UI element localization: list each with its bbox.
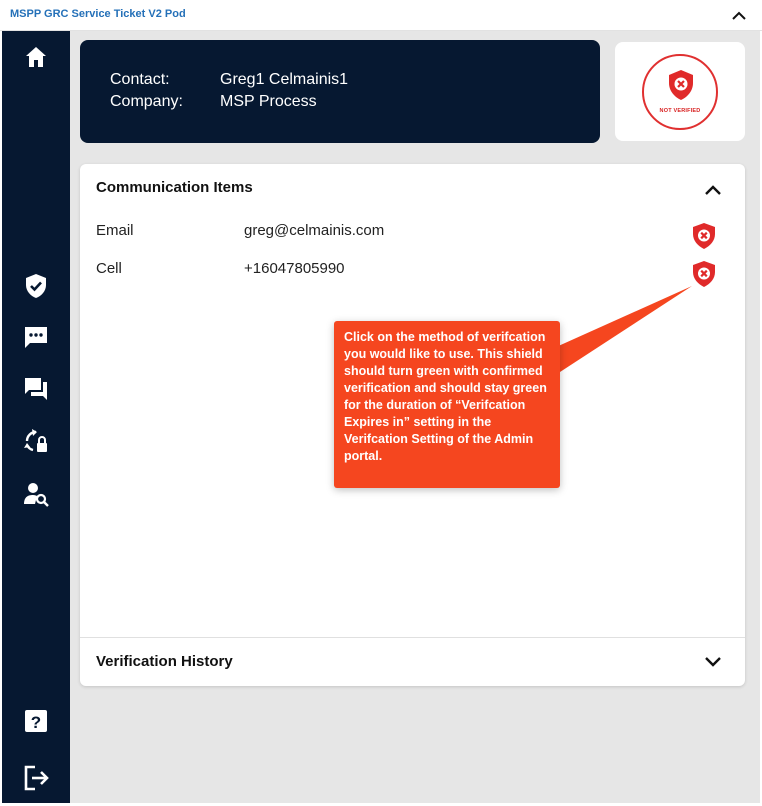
contact-name: Greg1 Celmainis1 xyxy=(220,71,349,88)
sidebar xyxy=(2,31,70,803)
home-icon[interactable] xyxy=(22,43,50,71)
logout-icon[interactable] xyxy=(22,764,50,792)
lock-reset-icon[interactable] xyxy=(22,427,50,455)
verification-status-card xyxy=(615,42,745,141)
communication-collapse-chevron-up-icon[interactable] xyxy=(703,183,723,197)
verification-history-title[interactable]: Verification History xyxy=(96,653,233,670)
shield-x-icon[interactable] xyxy=(692,260,716,292)
chat-bubble-icon[interactable] xyxy=(22,323,50,351)
not-verified-badge xyxy=(642,54,718,130)
comm-item-value: +16047805990 xyxy=(244,260,345,277)
shield-x-icon xyxy=(668,69,694,101)
annotation-callout xyxy=(334,321,560,488)
not-verified-text: NOT VERIFIED xyxy=(659,107,701,114)
contact-label: Contact: xyxy=(110,71,170,88)
company-name: MSP Process xyxy=(220,93,317,110)
svg-text:?: ? xyxy=(30,713,42,732)
comm-item-label: Cell xyxy=(96,260,122,277)
help-icon[interactable] xyxy=(22,707,50,735)
callout-text: Click on the method of verifcation you would like to use. This shield should turn green with confirmed verification and should stay green for the duration of “Verifcation Expires in” setting in the Verifcation Setting of the Admin portal. xyxy=(344,330,547,463)
comm-item-email[interactable] xyxy=(96,222,726,248)
divider xyxy=(80,637,745,638)
contact-card xyxy=(80,40,600,143)
communication-title: Communication Items xyxy=(96,179,253,196)
comm-item-value: greg@celmainis.com xyxy=(244,222,385,239)
company-label: Company: xyxy=(110,93,183,110)
shield-x-icon[interactable] xyxy=(692,222,716,254)
history-expand-chevron-down-icon[interactable] xyxy=(703,655,723,669)
forum-icon[interactable] xyxy=(22,375,50,403)
comm-item-label: Email xyxy=(96,222,134,239)
user-search-icon[interactable] xyxy=(22,480,50,508)
window-title: MSPP GRC Service Ticket V2 Pod xyxy=(10,8,186,20)
collapse-chevron-up-icon[interactable] xyxy=(730,8,748,24)
comm-item-cell[interactable] xyxy=(96,260,726,286)
title-bar xyxy=(0,0,762,31)
shield-check-icon[interactable] xyxy=(22,272,50,300)
